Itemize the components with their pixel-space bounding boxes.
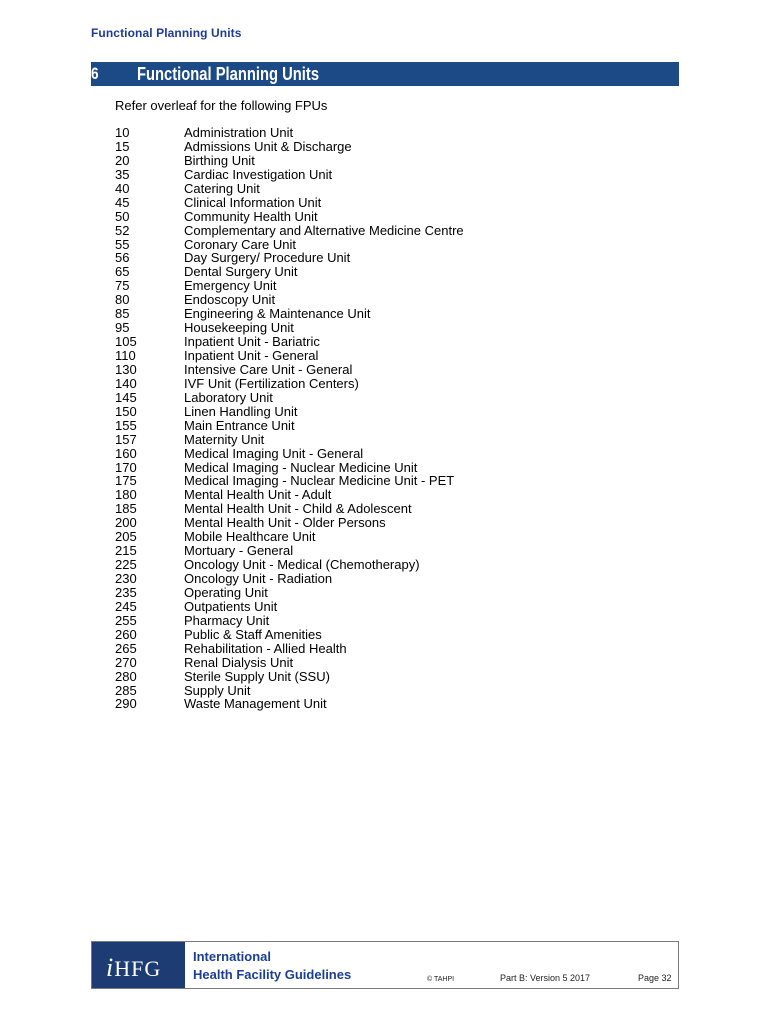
fpu-list-item bbox=[115, 530, 464, 544]
fpu-code: 155 bbox=[115, 417, 137, 433]
fpu-code: 145 bbox=[115, 389, 137, 405]
fpu-code: 52 bbox=[115, 222, 130, 238]
fpu-list-item bbox=[115, 670, 464, 684]
fpu-code: 20 bbox=[115, 152, 130, 168]
fpu-name: Rehabilitation - Allied Health bbox=[184, 640, 347, 656]
fpu-list-item bbox=[115, 433, 464, 447]
fpu-list-item bbox=[115, 558, 464, 572]
fpu-name: Mental Health Unit - Older Persons bbox=[184, 515, 386, 531]
fpu-code: 180 bbox=[115, 487, 137, 503]
fpu-list-item bbox=[115, 182, 464, 196]
fpu-list-item bbox=[115, 516, 464, 530]
fpu-code: 56 bbox=[115, 250, 130, 266]
section-heading-bar bbox=[91, 62, 679, 86]
fpu-code: 45 bbox=[115, 194, 130, 210]
logo-prefix: i bbox=[106, 953, 115, 982]
fpu-name: Linen Handling Unit bbox=[184, 403, 298, 419]
fpu-name: Emergency Unit bbox=[184, 278, 277, 294]
fpu-code: 280 bbox=[115, 668, 137, 684]
fpu-list-item bbox=[115, 293, 464, 307]
fpu-list-item bbox=[115, 600, 464, 614]
fpu-name: Medical Imaging - Nuclear Medicine Unit bbox=[184, 459, 418, 475]
fpu-list-item bbox=[115, 684, 464, 698]
fpu-name: Complementary and Alternative Medicine Centre bbox=[184, 222, 464, 238]
fpu-name: Oncology Unit - Medical (Chemotherapy) bbox=[184, 557, 420, 573]
fpu-list-item bbox=[115, 447, 464, 461]
fpu-name: Inpatient Unit - General bbox=[184, 348, 319, 363]
fpu-name: Community Health Unit bbox=[184, 208, 318, 224]
fpu-code: 185 bbox=[115, 501, 137, 517]
fpu-name: Outpatients Unit bbox=[184, 598, 278, 614]
fpu-code: 265 bbox=[115, 640, 137, 656]
page-footer bbox=[91, 941, 679, 989]
fpu-code: 260 bbox=[115, 626, 137, 642]
fpu-list-item bbox=[115, 461, 464, 475]
fpu-list-item bbox=[115, 474, 464, 488]
fpu-list-item bbox=[115, 126, 464, 140]
fpu-code: 245 bbox=[115, 598, 137, 614]
fpu-name: Sterile Supply Unit (SSU) bbox=[184, 668, 330, 684]
fpu-list-item bbox=[115, 502, 464, 516]
fpu-list-item bbox=[115, 488, 464, 502]
fpu-code: 285 bbox=[115, 682, 137, 698]
fpu-list-item bbox=[115, 224, 464, 238]
fpu-list-item bbox=[115, 642, 464, 656]
fpu-name: Mobile Healthcare Unit bbox=[184, 529, 316, 545]
fpu-list-item bbox=[115, 251, 464, 265]
fpu-code: 80 bbox=[115, 292, 130, 308]
fpu-code: 110 bbox=[115, 348, 136, 363]
fpu-list-item bbox=[115, 586, 464, 600]
fpu-name: Renal Dialysis Unit bbox=[184, 654, 294, 670]
fpu-name: Dental Surgery Unit bbox=[184, 264, 298, 280]
fpu-name: Catering Unit bbox=[184, 180, 260, 196]
fpu-code: 160 bbox=[115, 445, 137, 461]
fpu-name: Coronary Care Unit bbox=[184, 236, 296, 252]
fpu-list-item bbox=[115, 238, 464, 252]
fpu-name: Main Entrance Unit bbox=[184, 417, 295, 433]
fpu-list-item bbox=[115, 140, 464, 154]
fpu-list-item bbox=[115, 307, 464, 321]
fpu-code: 55 bbox=[115, 236, 130, 252]
fpu-list-item bbox=[115, 168, 464, 182]
fpu-code: 75 bbox=[115, 278, 130, 294]
section-title: Functional Planning Units bbox=[137, 64, 320, 84]
fpu-code: 225 bbox=[115, 557, 137, 573]
fpu-list-item bbox=[115, 656, 464, 670]
footer-copyright: © TAHPI bbox=[427, 976, 455, 983]
fpu-name: Maternity Unit bbox=[184, 431, 265, 447]
fpu-list-item bbox=[115, 154, 464, 168]
fpu-name: Intensive Care Unit - General bbox=[184, 361, 353, 377]
fpu-name: Oncology Unit - Radiation bbox=[184, 571, 333, 586]
fpu-code: 15 bbox=[115, 138, 130, 154]
fpu-list-item bbox=[115, 279, 464, 293]
fpu-list-item bbox=[115, 335, 464, 349]
fpu-code: 200 bbox=[115, 515, 137, 531]
fpu-name: Mental Health Unit - Child & Adolescent bbox=[184, 501, 412, 517]
fpu-list-item bbox=[115, 196, 464, 210]
fpu-name: Cardiac Investigation Unit bbox=[184, 166, 333, 182]
fpu-list-item bbox=[115, 628, 464, 642]
footer-version: Part B: Version 5 2017 bbox=[500, 973, 591, 983]
fpu-code: 140 bbox=[115, 375, 137, 391]
fpu-code: 170 bbox=[115, 459, 137, 475]
fpu-name: Engineering & Maintenance Unit bbox=[184, 306, 371, 322]
fpu-name: Mortuary - General bbox=[184, 543, 294, 559]
fpu-code: 205 bbox=[115, 529, 137, 545]
running-header: Functional Planning Units bbox=[91, 26, 242, 40]
fpu-name: Waste Management Unit bbox=[184, 696, 327, 712]
fpu-list-item bbox=[115, 377, 464, 391]
fpu-list-item bbox=[115, 405, 464, 419]
fpu-list-item bbox=[115, 572, 464, 586]
fpu-code: 175 bbox=[115, 473, 137, 489]
fpu-name: Public & Staff Amenities bbox=[184, 626, 322, 642]
footer-organization bbox=[193, 948, 351, 984]
fpu-code: 157 bbox=[115, 431, 137, 447]
fpu-code: 230 bbox=[115, 571, 137, 586]
fpu-list-item bbox=[115, 363, 464, 377]
fpu-code: 50 bbox=[115, 208, 130, 224]
fpu-name: Admissions Unit & Discharge bbox=[184, 138, 352, 154]
fpu-name: Day Surgery/ Procedure Unit bbox=[184, 250, 351, 266]
logo-text: HFG bbox=[114, 956, 162, 981]
fpu-name: Mental Health Unit - Adult bbox=[184, 487, 332, 503]
footer-org-line2: Health Facility Guidelines bbox=[193, 967, 352, 982]
intro-text: Refer overleaf for the following FPUs bbox=[115, 98, 328, 113]
fpu-code: 215 bbox=[115, 543, 137, 559]
fpu-list-item bbox=[115, 391, 464, 405]
fpu-code: 150 bbox=[115, 403, 137, 419]
fpu-list-item bbox=[115, 210, 464, 224]
fpu-name: Supply Unit bbox=[184, 682, 251, 698]
fpu-list-item bbox=[115, 265, 464, 279]
fpu-code: 290 bbox=[115, 696, 137, 712]
logo-mark bbox=[106, 953, 161, 983]
fpu-list-item bbox=[115, 321, 464, 335]
section-number: 6 bbox=[91, 64, 99, 83]
fpu-code: 255 bbox=[115, 612, 137, 628]
fpu-list-item bbox=[115, 697, 464, 711]
ihfg-logo bbox=[92, 942, 185, 988]
fpu-code: 40 bbox=[115, 180, 130, 196]
fpu-name: IVF Unit (Fertilization Centers) bbox=[184, 375, 359, 391]
fpu-code: 85 bbox=[115, 306, 130, 322]
fpu-name: Administration Unit bbox=[184, 125, 294, 140]
fpu-code: 65 bbox=[115, 264, 130, 280]
footer-page-number: Page 32 bbox=[638, 973, 672, 983]
fpu-name: Birthing Unit bbox=[184, 152, 255, 168]
fpu-name: Medical Imaging - Nuclear Medicine Unit - PET bbox=[184, 473, 455, 489]
fpu-list-item bbox=[115, 544, 464, 558]
fpu-code: 235 bbox=[115, 584, 137, 600]
fpu-list-item bbox=[115, 419, 464, 433]
fpu-list-item bbox=[115, 349, 464, 363]
fpu-name: Endoscopy Unit bbox=[184, 292, 276, 308]
fpu-code: 95 bbox=[115, 320, 130, 336]
fpu-name: Housekeeping Unit bbox=[184, 320, 294, 336]
fpu-code: 270 bbox=[115, 654, 137, 670]
fpu-name: Medical Imaging Unit - General bbox=[184, 445, 364, 461]
fpu-list bbox=[115, 126, 464, 711]
footer-org-line1: International bbox=[193, 949, 272, 964]
fpu-name: Operating Unit bbox=[184, 584, 268, 600]
fpu-name: Pharmacy Unit bbox=[184, 612, 270, 628]
fpu-code: 130 bbox=[115, 361, 137, 377]
fpu-list-item bbox=[115, 614, 464, 628]
fpu-code: 10 bbox=[115, 125, 130, 140]
fpu-code: 35 bbox=[115, 166, 130, 182]
fpu-code: 105 bbox=[115, 334, 137, 350]
fpu-name: Laboratory Unit bbox=[184, 389, 273, 405]
fpu-name: Inpatient Unit - Bariatric bbox=[184, 334, 320, 350]
fpu-name: Clinical Information Unit bbox=[184, 194, 322, 210]
